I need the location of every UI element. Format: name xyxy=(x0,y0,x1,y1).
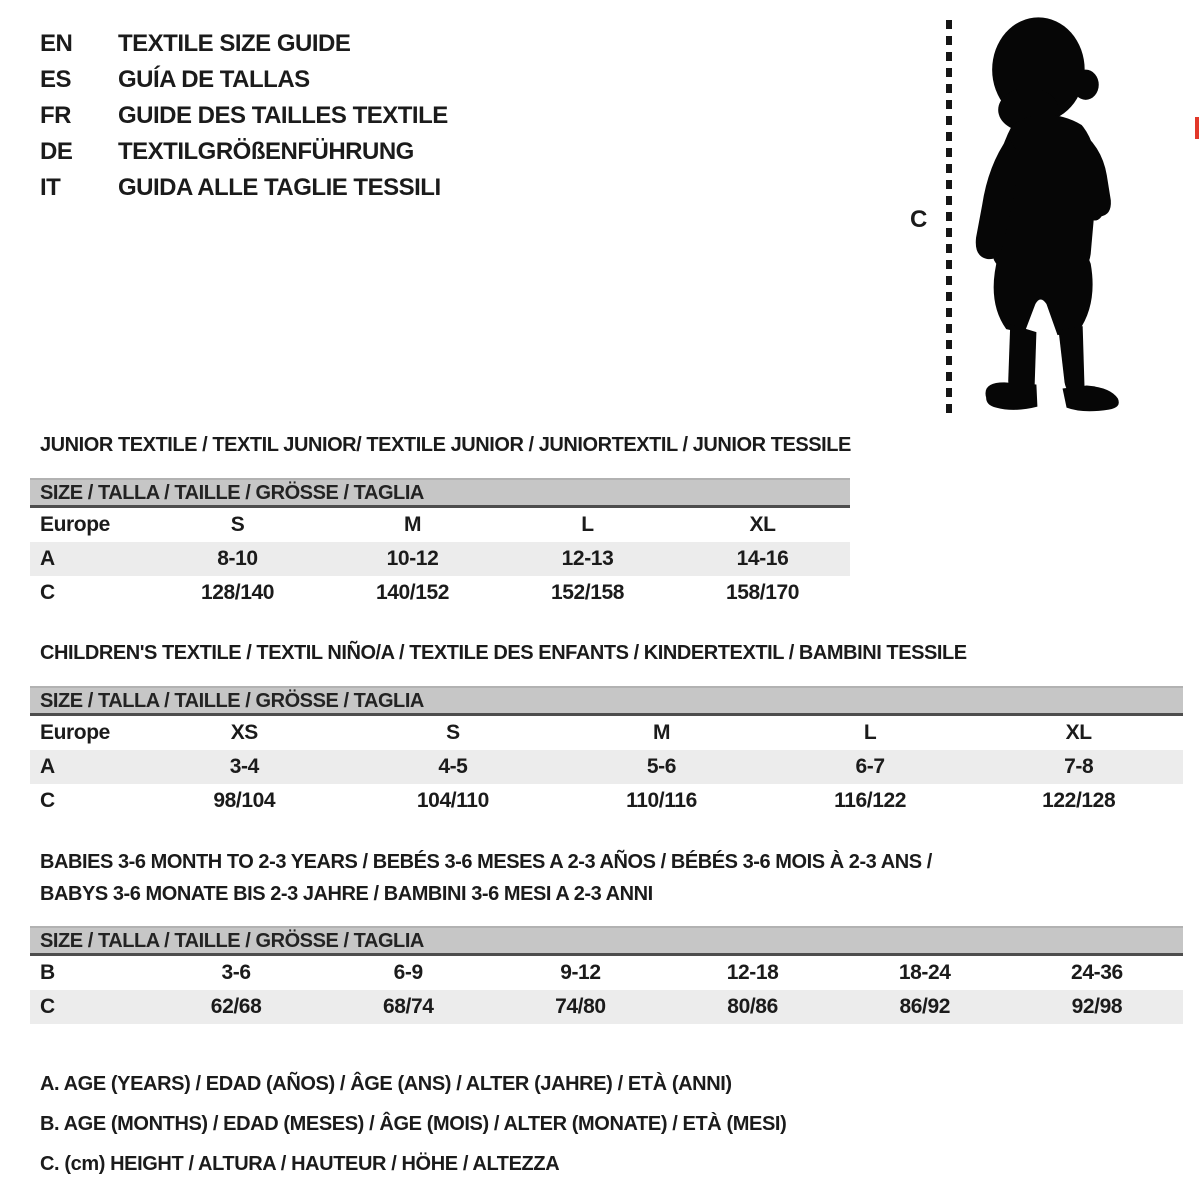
lang-row-fr xyxy=(40,98,448,134)
junior-section-title: JUNIOR TEXTILE / TEXTIL JUNIOR/ TEXTILE JUNIOR / JUNIORTEXTIL / JUNIOR TESSILE xyxy=(40,434,851,456)
lang-row-en xyxy=(40,26,448,62)
table-cell: 10-12 xyxy=(386,547,439,570)
table-cell: 110/116 xyxy=(626,789,697,812)
row-label: Europe xyxy=(40,513,110,536)
babies-title-line1: BABIES 3-6 MONTH TO 2-3 YEARS / BEBÉS 3-6 MESES A 2-3 AÑOS / BÉBÉS 3-6 MOIS À 2-3 ANS / xyxy=(40,851,932,873)
table-cell: 74/80 xyxy=(555,995,606,1018)
size-header-bar: SIZE / TALLA / TAILLE / GRÖSSE / TAGLIA xyxy=(30,926,1183,956)
babies-title-line2: BABYS 3-6 MONATE BIS 2-3 JAHRE / BAMBINI 3-6 MESI A 2-3 ANNI xyxy=(40,883,653,905)
table-cell: 104/110 xyxy=(416,789,489,812)
table-cell: 14-16 xyxy=(736,547,789,570)
table-cell: 4-5 xyxy=(438,755,468,778)
legend-line-b: B. AGE (MONTHS) / EDAD (MESES) / ÂGE (MOIS) / ALTER (MONATE) / ETÀ (MESI) xyxy=(40,1113,787,1135)
babies-section-title xyxy=(40,846,932,910)
column-header: S xyxy=(230,513,245,536)
children-section-title: CHILDREN'S TEXTILE / TEXTIL NIÑO/A / TEXTILE DES ENFANTS / KINDERTEXTIL / BAMBINI TESSILE xyxy=(40,642,967,664)
size-header-bar: SIZE / TALLA / TAILLE / GRÖSSE / TAGLIA xyxy=(30,686,1183,716)
row-label: C xyxy=(40,789,55,812)
table-cell: 6-9 xyxy=(393,961,423,984)
column-header: L xyxy=(863,721,877,744)
lang-code: DE xyxy=(40,138,73,165)
height-dashed-line xyxy=(946,20,952,418)
table-cell: 3-6 xyxy=(221,961,251,984)
table-cell: 128/140 xyxy=(200,581,275,604)
lang-code: IT xyxy=(40,174,61,201)
table-cell: 62/68 xyxy=(210,995,262,1018)
table-cell: 7-8 xyxy=(1064,755,1094,778)
toddler-silhouette-icon xyxy=(966,14,1142,422)
table-cell: 9-12 xyxy=(560,961,601,984)
table-cell: 92/98 xyxy=(1071,995,1123,1018)
column-header: XS xyxy=(230,721,258,744)
lang-title: GUIDE DES TAILLES TEXTILE xyxy=(118,102,448,129)
table-cell: 12-13 xyxy=(561,547,614,570)
lang-row-de xyxy=(40,134,448,170)
lang-code: FR xyxy=(40,102,71,129)
children-size-table xyxy=(30,686,1183,818)
table-row-c xyxy=(30,990,1183,1024)
table-cell: 152/158 xyxy=(550,581,625,604)
lang-title: GUÍA DE TALLAS xyxy=(118,66,310,93)
red-edge-mark xyxy=(1195,117,1199,139)
table-cell: 24-36 xyxy=(1071,961,1123,984)
size-header-bar: SIZE / TALLA / TAILLE / GRÖSSE / TAGLIA xyxy=(30,478,850,508)
babies-size-table xyxy=(30,926,1183,1024)
table-cell: 98/104 xyxy=(213,789,276,812)
table-row-a xyxy=(30,542,850,576)
table-row-europe xyxy=(30,716,1183,750)
table-cell: 80/86 xyxy=(727,995,778,1018)
table-cell: 116/122 xyxy=(834,789,907,812)
measure-c-label: C xyxy=(910,206,928,233)
row-label: C xyxy=(40,995,55,1018)
table-cell: 12-18 xyxy=(726,961,779,984)
lang-title: TEXTILGRÖßENFÜHRUNG xyxy=(118,138,414,165)
row-label: A xyxy=(40,755,55,778)
table-row-europe xyxy=(30,508,850,542)
table-cell: 86/92 xyxy=(899,995,951,1018)
height-measure-figure xyxy=(900,10,1190,425)
table-cell: 5-6 xyxy=(646,755,677,778)
measure-legend xyxy=(40,1064,786,1184)
table-cell: 6-7 xyxy=(855,755,885,778)
table-row-c xyxy=(30,576,850,610)
column-header: M xyxy=(403,513,422,536)
table-row-c xyxy=(30,784,1183,818)
language-title-list xyxy=(40,26,448,206)
table-row-a xyxy=(30,750,1183,784)
junior-size-table xyxy=(30,478,850,610)
column-header: XL xyxy=(1065,721,1092,744)
table-cell: 140/152 xyxy=(375,581,450,604)
legend-line-c: C. (cm) HEIGHT / ALTURA / HAUTEUR / HÖHE / ALTEZZA xyxy=(40,1153,560,1175)
lang-row-it xyxy=(40,170,448,206)
column-header: S xyxy=(446,721,460,744)
lang-title: GUIDA ALLE TAGLIE TESSILI xyxy=(118,174,441,201)
row-label: Europe xyxy=(40,721,110,744)
row-label: A xyxy=(40,547,55,570)
table-cell: 8-10 xyxy=(217,547,258,570)
lang-row-es xyxy=(40,62,448,98)
table-cell: 18-24 xyxy=(898,961,951,984)
legend-line-a: A. AGE (YEARS) / EDAD (AÑOS) / ÂGE (ANS) / ALTER (JAHRE) / ETÀ (ANNI) xyxy=(40,1073,732,1095)
row-label: C xyxy=(40,581,55,604)
column-header: L xyxy=(581,513,594,536)
lang-code: ES xyxy=(40,66,72,93)
lang-code: EN xyxy=(40,30,73,57)
column-header: XL xyxy=(749,513,776,536)
table-cell: 122/128 xyxy=(1042,789,1116,812)
table-cell: 158/170 xyxy=(725,581,800,604)
column-header: M xyxy=(652,721,671,744)
row-label: B xyxy=(40,961,55,984)
lang-title: TEXTILE SIZE GUIDE xyxy=(118,30,351,57)
table-cell: 3-4 xyxy=(229,755,259,778)
table-cell: 68/74 xyxy=(382,995,434,1018)
table-row-b xyxy=(30,956,1183,990)
